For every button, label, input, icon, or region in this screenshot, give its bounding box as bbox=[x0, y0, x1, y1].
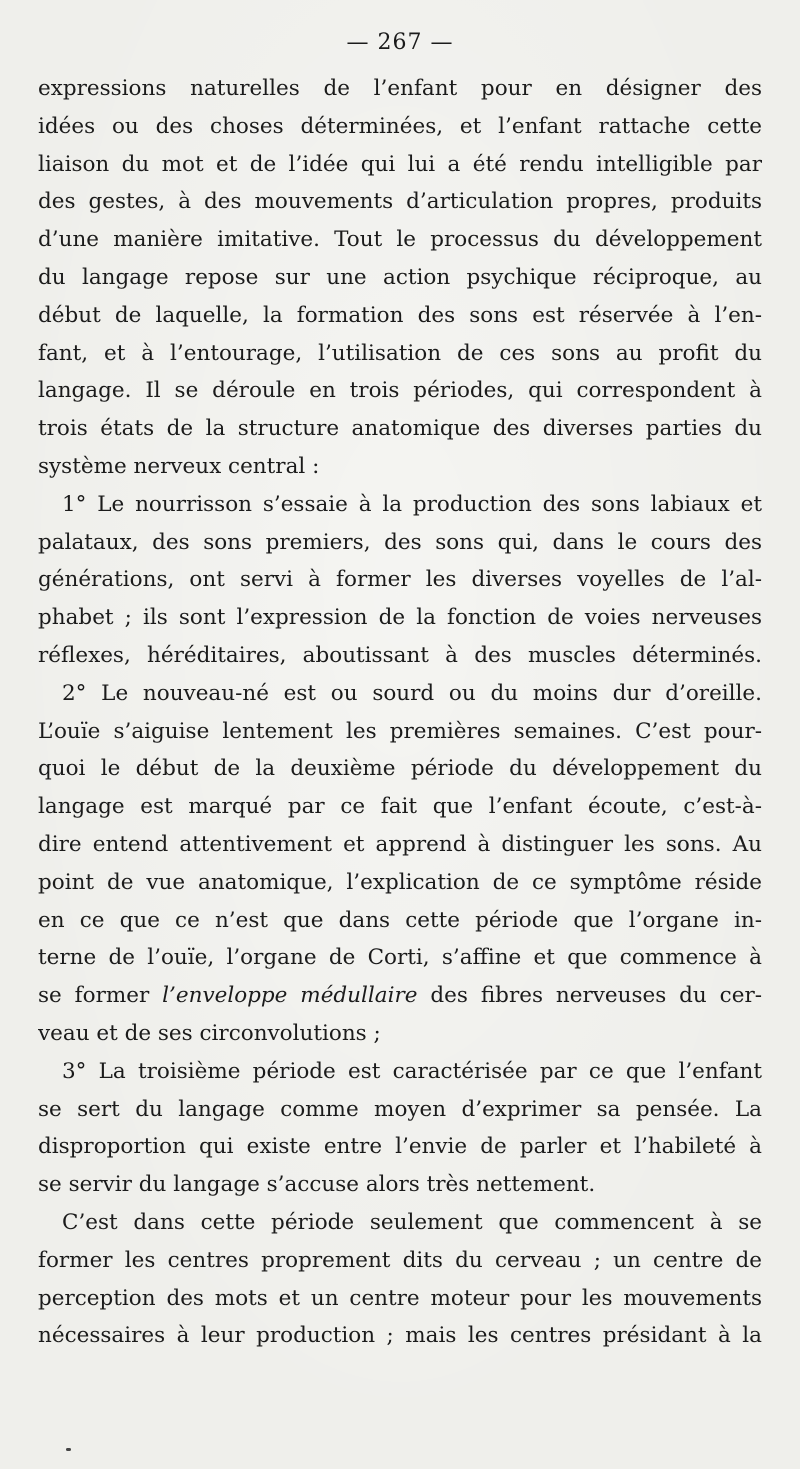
text-line: perception des mots et un centre moteur pour les mouvements bbox=[38, 1285, 762, 1311]
body-text bbox=[38, 70, 762, 1355]
text-line: quoi le début de la deuxième période du développement du bbox=[38, 756, 762, 782]
text-line: réflexes, héréditaires, aboutissant à des muscles déterminés. bbox=[38, 642, 762, 668]
text-segment: des fibres nerveuses du cer- bbox=[430, 983, 762, 1009]
ink-speck bbox=[66, 1448, 71, 1451]
page-number: — 267 — bbox=[346, 30, 454, 55]
text-line: du langage repose sur une action psychique réciproque, au bbox=[38, 264, 762, 290]
text-line: veau et de ses circonvolutions ; bbox=[38, 1020, 381, 1046]
text-line: fant, et à l’entourage, l’utilisation de ces sons au profit du bbox=[38, 340, 762, 366]
text-line: palataux, des sons premiers, des sons qui, dans le cours des bbox=[38, 529, 762, 555]
text-line: système nerveux central : bbox=[38, 453, 320, 479]
text-line: phabet ; ils sont l’expression de la fonction de voies nerveuses bbox=[38, 605, 762, 631]
text-line: générations, ont servi à former les diverses voyelles de l’al- bbox=[38, 567, 762, 593]
text-line: liaison du mot et de l’idée qui lui a été rendu intelligible par bbox=[38, 151, 762, 177]
text-line: trois états de la structure anatomique des diverses parties du bbox=[38, 416, 762, 442]
text-line: des gestes, à des mouvements d’articulation propres, produits bbox=[38, 189, 762, 215]
text-line: expressions naturelles de l’enfant pour en désigner des bbox=[38, 76, 762, 101]
text-line: point de vue anatomique, l’explication de ce symptôme réside bbox=[38, 869, 762, 895]
text-line: L’ouïe s’aiguise lentement les premières semaines. C’est pour- bbox=[38, 718, 762, 744]
text-line: former les centres proprement dits du cerveau ; un centre de bbox=[38, 1247, 762, 1273]
text-line: 3° La troisième période est caractérisée par ce que l’enfant bbox=[62, 1058, 762, 1084]
text-line-with-italic bbox=[38, 977, 762, 1015]
text-line: 2° Le nouveau-né est ou sourd ou du moins dur d’oreille. bbox=[62, 680, 762, 706]
italic-phrase: l’enveloppe médullaire bbox=[162, 983, 418, 1009]
text-line: disproportion qui existe entre l’envie de parler et l’habileté à bbox=[38, 1134, 762, 1160]
text-line: 1° Le nourrisson s’essaie à la production des sons labiaux et bbox=[62, 491, 762, 517]
text-line: dire entend attentivement et apprend à distinguer les sons. Au bbox=[38, 831, 762, 857]
text-line: début de laquelle, la formation des sons est réservée à l’en- bbox=[38, 302, 762, 328]
text-line: se servir du langage s’accuse alors très nettement. bbox=[38, 1172, 596, 1198]
text-line: nécessaires à leur production ; mais les centres présidant à la bbox=[38, 1323, 762, 1349]
text-line: idées ou des choses déterminées, et l’enfant rattache cette bbox=[38, 113, 762, 139]
text-line: C’est dans cette période seulement que commencent à se bbox=[62, 1209, 762, 1235]
text-line: se sert du langage comme moyen d’exprimer sa pensée. La bbox=[38, 1096, 762, 1122]
text-line: d’une manière imitative. Tout le processus du développement bbox=[38, 227, 762, 253]
text-line: langage. Il se déroule en trois périodes, qui correspondent à bbox=[38, 378, 762, 404]
text-line: en ce que ce n’est que dans cette période que l’organe in- bbox=[38, 907, 762, 933]
text-line: langage est marqué par ce fait que l’enfant écoute, c’est-à- bbox=[38, 794, 762, 820]
text-line: terne de l’ouïe, l’organe de Corti, s’affine et que commence à bbox=[38, 945, 762, 971]
text-segment: se former bbox=[38, 983, 150, 1009]
